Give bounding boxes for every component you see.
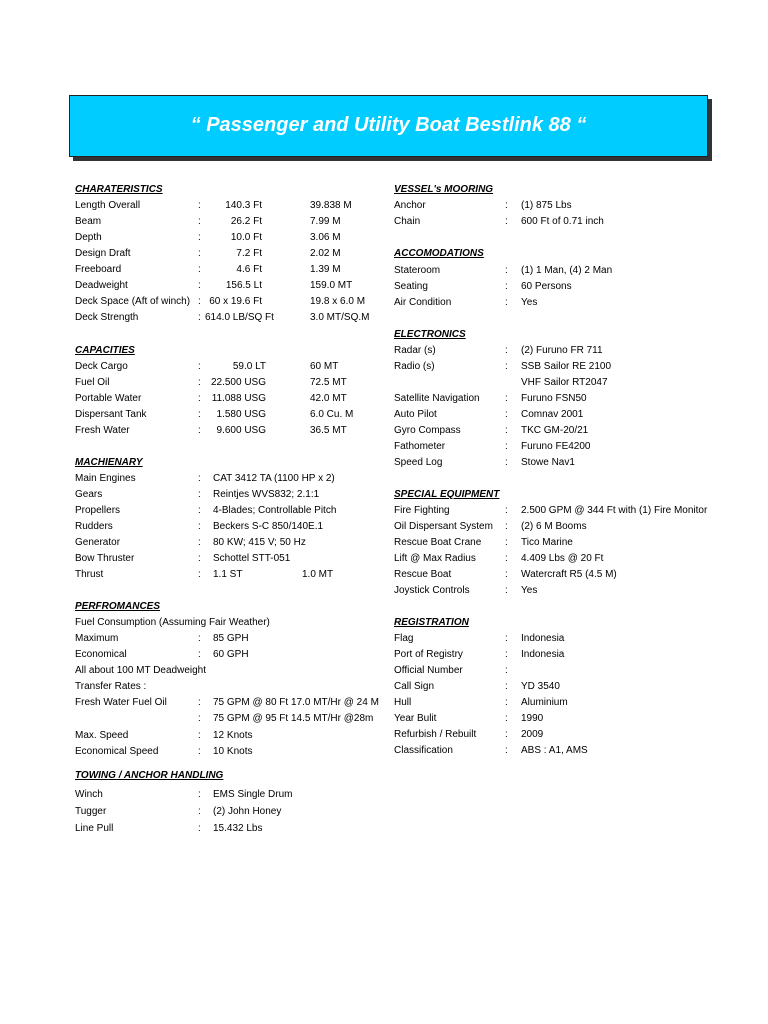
spec-value-metric: 39.838 M <box>310 200 352 211</box>
separator: : <box>505 585 508 596</box>
spec-value-metric: 60 MT <box>310 361 339 372</box>
spec-label: Refurbish / Rebuilt <box>394 729 477 740</box>
spec-label: Economical Speed <box>75 746 159 757</box>
mooring-heading: VESSEL's MOORING <box>394 184 494 195</box>
spec-value: (1) 1 Man, (4) 2 Man <box>521 265 613 276</box>
spec-label: Year Bulit <box>394 713 437 724</box>
spec-label: Portable Water <box>75 393 142 404</box>
spec-value: Schottel STT-051 <box>213 553 291 564</box>
separator: : <box>505 200 508 211</box>
spec-value: 26.2 Ft <box>230 216 262 227</box>
spec-label: Rudders <box>75 521 113 532</box>
spec-label: Fire Fighting <box>394 505 450 516</box>
spec-label: Max. Speed <box>75 730 129 741</box>
spec-value: 11.088 USG <box>211 393 266 404</box>
separator: : <box>505 393 508 404</box>
spec-label: Radar (s) <box>394 345 436 356</box>
registration-heading: REGISTRATION <box>394 617 469 628</box>
separator: : <box>198 473 201 484</box>
separator: : <box>198 264 201 275</box>
spec-value: VHF Sailor RT2047 <box>521 377 608 388</box>
spec-value: 10 Knots <box>213 746 253 757</box>
spec-value-metric: 3.0 MT/SQ.M <box>310 312 370 323</box>
spec-label: Thrust <box>75 569 104 580</box>
spec-label: Lift @ Max Radius <box>394 553 476 564</box>
separator: : <box>505 569 508 580</box>
separator: : <box>505 425 508 436</box>
separator: : <box>505 537 508 548</box>
separator: : <box>198 425 201 436</box>
spec-label: Stateroom <box>394 265 441 276</box>
spec-label: Design Draft <box>75 248 131 259</box>
spec-label: Radio (s) <box>394 361 435 372</box>
separator: : <box>198 697 201 708</box>
spec-value: Watercraft R5 (4.5 M) <box>521 569 617 580</box>
separator: : <box>198 312 201 323</box>
title-banner <box>69 95 708 157</box>
spec-label: Deck Cargo <box>75 361 128 372</box>
towing-heading: TOWING / ANCHOR HANDLING <box>75 770 224 781</box>
separator: : <box>505 409 508 420</box>
spec-value: 1990 <box>521 713 544 724</box>
spec-value: 75 GPM @ 95 Ft 14.5 MT/Hr @28m <box>213 713 374 724</box>
separator: : <box>198 569 201 580</box>
separator: : <box>505 665 508 676</box>
page-title: “ Passenger and Utility Boat Bestlink 88 “ <box>190 114 587 136</box>
spec-label: Anchor <box>394 200 426 211</box>
spec-value: 7.2 Ft <box>236 248 262 259</box>
separator: : <box>505 697 508 708</box>
spec-label: Fresh Water <box>75 425 130 436</box>
separator: : <box>198 409 201 420</box>
spec-label: Economical <box>75 649 127 660</box>
spec-value: 1.1 ST <box>213 569 243 580</box>
spec-label: All about 100 MT Deadweight <box>75 665 207 676</box>
characteristics-heading: CHARATERISTICS <box>75 184 163 195</box>
spec-label: Fuel Consumption (Assuming Fair Weather) <box>75 617 270 628</box>
separator: : <box>505 265 508 276</box>
spec-label: Satellite Navigation <box>394 393 480 404</box>
spec-label: Joystick Controls <box>394 585 470 596</box>
spec-value: 4-Blades; Controllable Pitch <box>213 505 337 516</box>
special-heading: SPECIAL EQUIPMENT <box>394 489 500 500</box>
spec-label: Flag <box>394 633 414 644</box>
separator: : <box>198 521 201 532</box>
performances-heading: PERFROMANCES <box>75 601 161 612</box>
separator: : <box>505 441 508 452</box>
separator: : <box>198 823 201 834</box>
spec-value: (2) Furuno FR 711 <box>521 345 603 356</box>
spec-label: Seating <box>394 281 428 292</box>
spec-value-metric: 7.99 M <box>310 216 341 227</box>
spec-label: Maximum <box>75 633 119 644</box>
separator: : <box>198 553 201 564</box>
spec-value: Yes <box>521 297 538 308</box>
spec-label: Fuel Oil <box>75 377 110 388</box>
separator: : <box>505 216 508 227</box>
spec-value: Tico Marine <box>521 537 573 548</box>
spec-value: 15.432 Lbs <box>213 823 263 834</box>
separator: : <box>198 377 201 388</box>
spec-label: Speed Log <box>394 457 443 468</box>
separator: : <box>198 393 201 404</box>
separator: : <box>198 713 201 724</box>
spec-label: Depth <box>75 232 102 243</box>
spec-value: 85 GPH <box>213 633 249 644</box>
spec-value: Indonesia <box>521 649 565 660</box>
spec-value: 156.5 Lt <box>225 280 262 291</box>
spec-value: 1.580 USG <box>216 409 266 420</box>
separator: : <box>198 730 201 741</box>
spec-value: 2009 <box>521 729 544 740</box>
spec-value: (2) 6 M Booms <box>521 521 587 532</box>
spec-value-metric: 1.0 MT <box>302 569 334 580</box>
separator: : <box>198 489 201 500</box>
separator: : <box>198 296 201 307</box>
separator: : <box>505 649 508 660</box>
spec-label: Tugger <box>75 806 107 817</box>
machinery-heading: MACHIENARY <box>75 457 143 468</box>
spec-value: TKC GM-20/21 <box>521 425 589 436</box>
spec-value: 9.600 USG <box>216 425 266 436</box>
separator: : <box>505 521 508 532</box>
separator: : <box>198 248 201 259</box>
spec-value: SSB Sailor RE 2100 <box>521 361 612 372</box>
separator: : <box>198 806 201 817</box>
spec-value: 2.500 GPM @ 344 Ft with (1) Fire Monitor <box>521 505 708 516</box>
spec-label: Gears <box>75 489 103 500</box>
separator: : <box>505 713 508 724</box>
spec-label: Official Number <box>394 665 463 676</box>
spec-value: Aluminium <box>521 697 568 708</box>
separator: : <box>505 361 508 372</box>
separator: : <box>198 361 201 372</box>
separator: : <box>505 681 508 692</box>
spec-value: 60 x 19.6 Ft <box>209 296 262 307</box>
separator: : <box>505 729 508 740</box>
spec-label: Auto Pilot <box>394 409 437 420</box>
spec-value-metric: 159.0 MT <box>310 280 353 291</box>
separator: : <box>198 746 201 757</box>
spec-label: Oil Dispersant System <box>394 521 493 532</box>
spec-label: Transfer Rates : <box>75 681 147 692</box>
spec-label: Dispersant Tank <box>75 409 147 420</box>
separator: : <box>198 216 201 227</box>
spec-value: Reintjes WVS832; 2.1:1 <box>213 489 320 500</box>
separator: : <box>505 745 508 756</box>
spec-value: 10.0 Ft <box>230 232 262 243</box>
separator: : <box>198 280 201 291</box>
spec-value: 600 Ft of 0.71 inch <box>521 216 604 227</box>
spec-value: Yes <box>521 585 538 596</box>
separator: : <box>505 553 508 564</box>
spec-value-metric: 1.39 M <box>310 264 341 275</box>
spec-value: (2) John Honey <box>213 806 282 817</box>
separator: : <box>505 297 508 308</box>
spec-value: Furuno FSN50 <box>521 393 587 404</box>
separator: : <box>198 505 201 516</box>
spec-label: Length Overall <box>75 200 141 211</box>
spec-label: Fresh Water Fuel Oil <box>75 697 167 708</box>
spec-value-metric: 6.0 Cu. M <box>310 409 354 420</box>
spec-label: Classification <box>394 745 453 756</box>
spec-label: Deck Space (Aft of winch) <box>75 296 191 307</box>
spec-label: Winch <box>75 789 103 800</box>
spec-value: 22.500 USG <box>210 377 266 388</box>
spec-label: Beam <box>75 216 102 227</box>
spec-label: Main Engines <box>75 473 136 484</box>
spec-value: Indonesia <box>521 633 565 644</box>
separator: : <box>505 345 508 356</box>
spec-label: Generator <box>75 537 121 548</box>
separator: : <box>198 200 201 211</box>
spec-value: (1) 875 Lbs <box>521 200 572 211</box>
spec-label: Call Sign <box>394 681 435 692</box>
spec-label: Deck Strength <box>75 312 139 323</box>
spec-value-metric: 42.0 MT <box>310 393 347 404</box>
separator: : <box>505 633 508 644</box>
spec-label: Gyro Compass <box>394 425 461 436</box>
separator: : <box>198 232 201 243</box>
spec-value: EMS Single Drum <box>213 789 293 800</box>
spec-value: YD 3540 <box>521 681 560 692</box>
spec-value: 60 Persons <box>521 281 572 292</box>
spec-value: 60 GPH <box>213 649 249 660</box>
spec-value: Beckers S-C 850/140E.1 <box>213 521 324 532</box>
spec-label: Rescue Boat Crane <box>394 537 482 548</box>
spec-label: Rescue Boat <box>394 569 452 580</box>
spec-value: 75 GPM @ 80 Ft 17.0 MT/Hr @ 24 M <box>213 697 379 708</box>
spec-label: Bow Thruster <box>75 553 135 564</box>
spec-label: Line Pull <box>75 823 114 834</box>
spec-value-metric: 2.02 M <box>310 248 341 259</box>
spec-label: Fathometer <box>394 441 446 452</box>
spec-label: Air Condition <box>394 297 452 308</box>
separator: : <box>198 649 201 660</box>
spec-value: Furuno FE4200 <box>521 441 591 452</box>
spec-value: Stowe Nav1 <box>521 457 575 468</box>
separator: : <box>198 789 201 800</box>
spec-value: 614.0 LB/SQ Ft <box>205 312 274 323</box>
separator: : <box>198 537 201 548</box>
separator: : <box>505 505 508 516</box>
spec-value: ABS : A1, AMS <box>521 745 588 756</box>
capacities-heading: CAPACITIES <box>75 345 135 356</box>
spec-value: 4.6 Ft <box>236 264 262 275</box>
spec-value-metric: 36.5 MT <box>310 425 347 436</box>
spec-value: 59.0 LT <box>232 361 266 372</box>
spec-value-metric: 72.5 MT <box>310 377 347 388</box>
separator: : <box>505 281 508 292</box>
spec-label: Propellers <box>75 505 121 516</box>
separator: : <box>198 633 201 644</box>
spec-value: 12 Knots <box>213 730 253 741</box>
spec-value: 80 KW; 415 V; 50 Hz <box>213 537 306 548</box>
separator: : <box>505 457 508 468</box>
accommodations-heading: ACCOMODATIONS <box>394 248 484 259</box>
spec-value: Comnav 2001 <box>521 409 584 420</box>
spec-value-metric: 19.8 x 6.0 M <box>310 296 366 307</box>
electronics-heading: ELECTRONICS <box>394 329 466 340</box>
spec-label: Deadweight <box>75 280 128 291</box>
spec-value-metric: 3.06 M <box>310 232 341 243</box>
spec-label: Hull <box>394 697 412 708</box>
spec-label: Port of Registry <box>394 649 463 660</box>
spec-value: 140.3 Ft <box>225 200 262 211</box>
spec-value: CAT 3412 TA (1100 HP x 2) <box>213 473 335 484</box>
spec-label: Chain <box>394 216 421 227</box>
spec-value: 4.409 Lbs @ 20 Ft <box>521 553 604 564</box>
spec-label: Freeboard <box>75 264 122 275</box>
